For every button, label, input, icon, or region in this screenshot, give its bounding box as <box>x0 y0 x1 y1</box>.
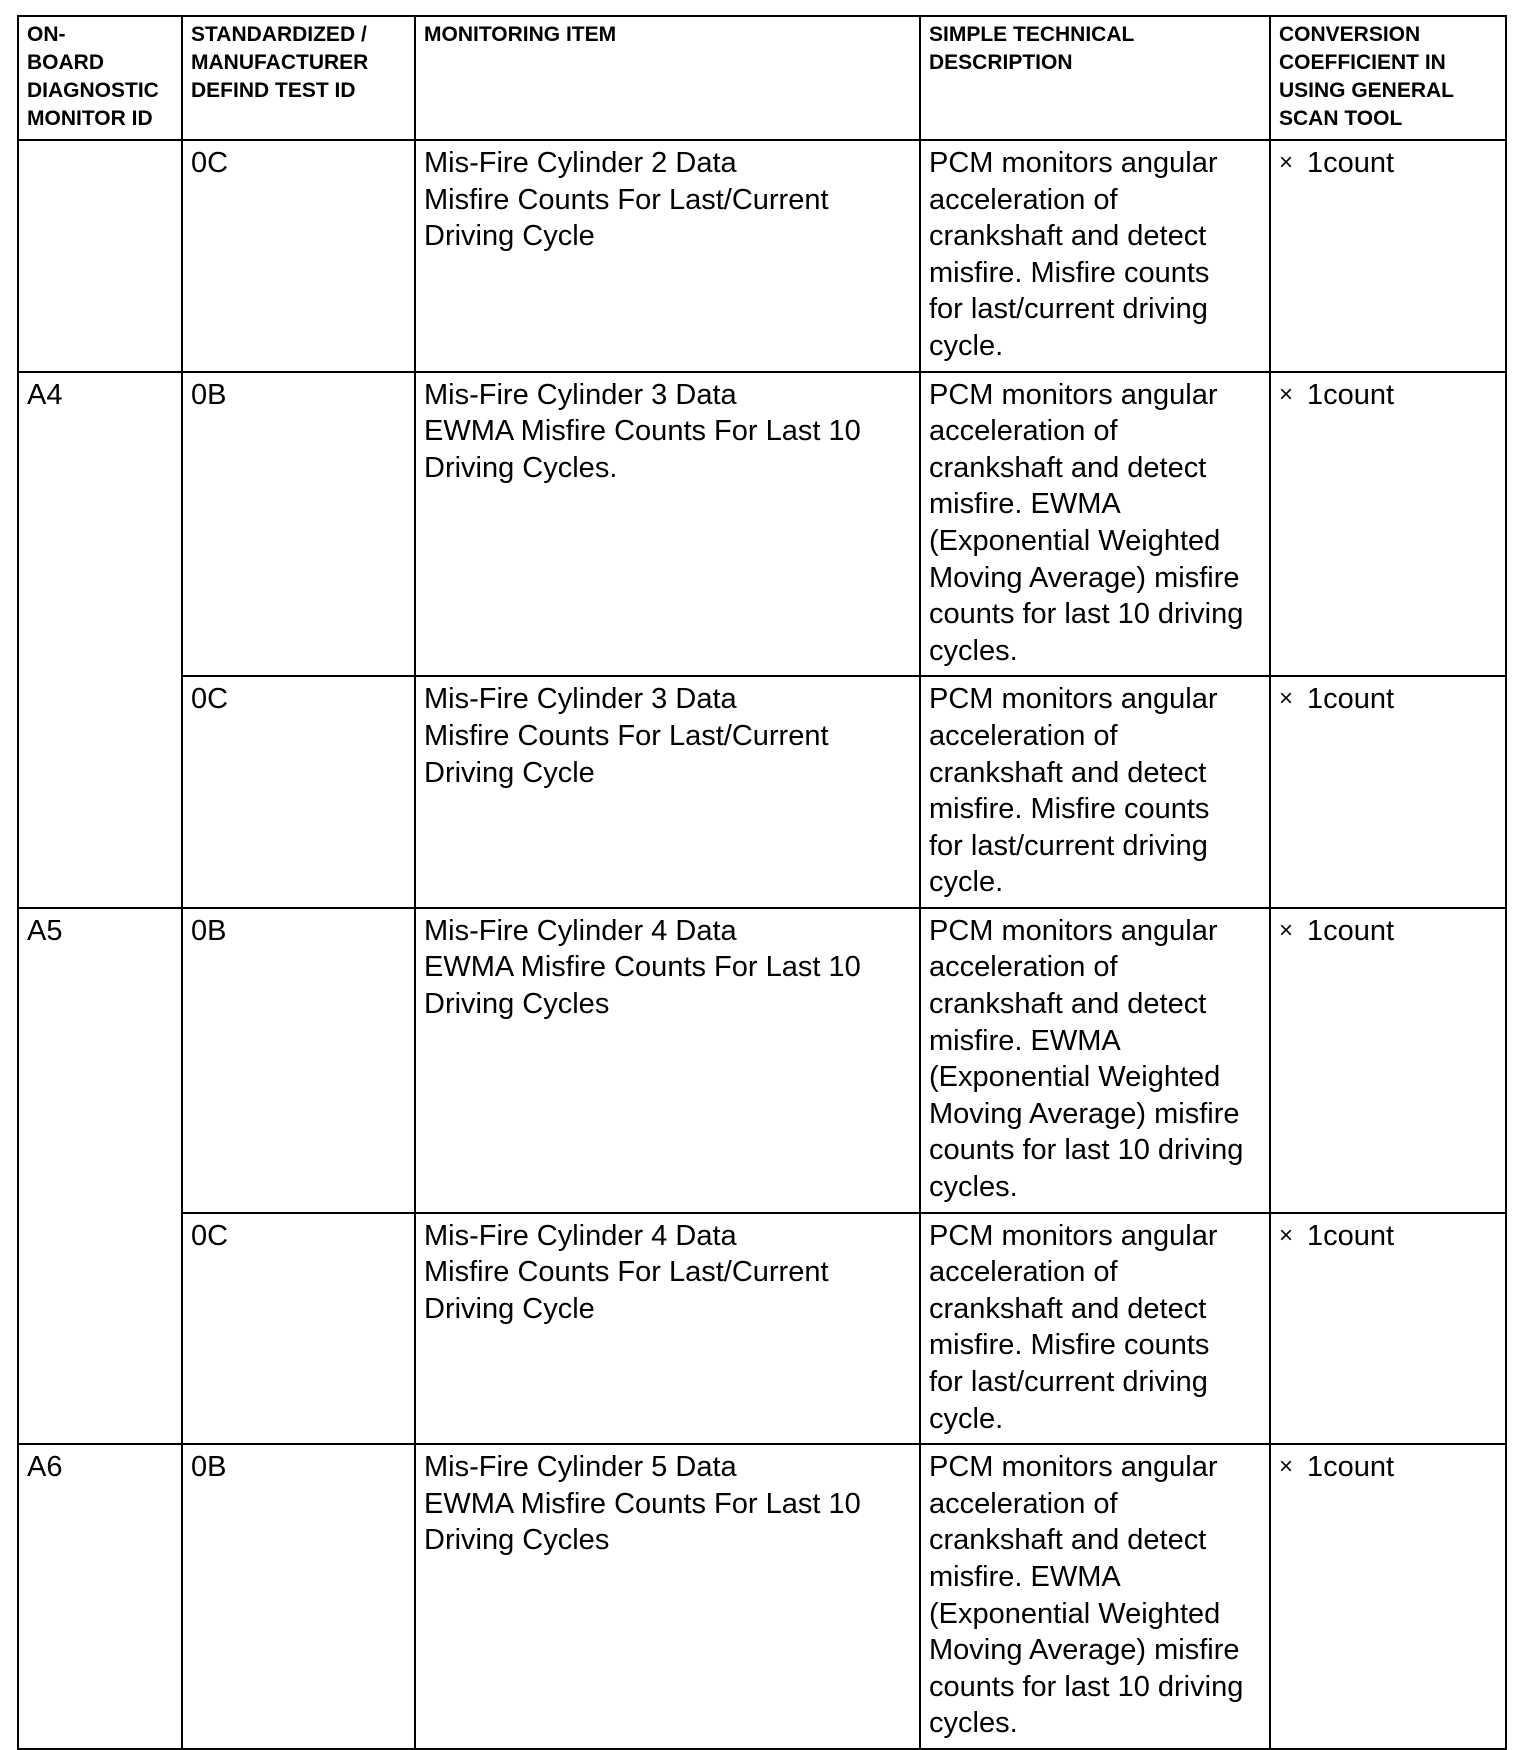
text-line: Mis-Fire Cylinder 5 Data <box>424 1451 737 1484</box>
conversion-value: 1count <box>1307 1451 1395 1484</box>
text-line: misfire. EWMA <box>929 1560 1121 1593</box>
monitoring-item-cell <box>415 1213 920 1445</box>
text-line: cycles. <box>929 634 1018 667</box>
header-test-id: STANDARDIZED / MANUFACTURER DEFIND TEST ID <box>182 16 415 140</box>
text-line: counts for last 10 driving <box>929 598 1244 631</box>
text-line: crankshaft and detect <box>929 220 1207 253</box>
header-monitoring-item: MONITORING ITEM <box>415 16 920 140</box>
conversion-cell <box>1270 372 1506 677</box>
monitoring-item-cell <box>415 1444 920 1749</box>
text-line: Driving Cycles <box>424 988 610 1021</box>
description-cell <box>920 140 1270 372</box>
monitoring-item-cell <box>415 372 920 677</box>
description-cell <box>920 676 1270 908</box>
text-line: Mis-Fire Cylinder 4 Data <box>424 1219 737 1252</box>
text-line: Driving Cycles. <box>424 451 618 484</box>
test-id-cell: 0C <box>182 676 415 908</box>
text-line: Moving Average) misfire <box>929 1097 1240 1130</box>
test-id-cell: 0B <box>182 372 415 677</box>
text-line: Driving Cycle <box>424 1292 595 1325</box>
conversion-value: 1count <box>1307 683 1395 716</box>
multiply-sign: × <box>1279 1221 1294 1249</box>
text-line: cycles. <box>929 1171 1018 1204</box>
text-line: counts for last 10 driving <box>929 1134 1244 1167</box>
text-line: Mis-Fire Cylinder 4 Data <box>424 914 737 947</box>
text-line: Driving Cycles <box>424 1524 610 1557</box>
text-line: crankshaft and detect <box>929 988 1207 1021</box>
obd-monitor-id-cell: A6 <box>18 1444 182 1749</box>
text-line: PCM monitors angular <box>929 1451 1218 1484</box>
text-line: misfire. Misfire counts <box>929 793 1210 826</box>
header-description: SIMPLE TECHNICAL DESCRIPTION <box>920 16 1270 140</box>
text-line: acceleration of <box>929 1256 1118 1289</box>
text-line: acceleration of <box>929 415 1118 448</box>
table-row <box>18 908 1506 1213</box>
conversion-cell <box>1270 1444 1506 1749</box>
text-line: Mis-Fire Cylinder 3 Data <box>424 683 737 716</box>
conversion-cell <box>1270 676 1506 908</box>
multiply-sign: × <box>1279 1453 1294 1481</box>
multiply-sign: × <box>1279 916 1294 944</box>
test-id-cell: 0B <box>182 1444 415 1749</box>
text-line: Driving Cycle <box>424 220 595 253</box>
text-line: misfire. Misfire counts <box>929 1329 1210 1362</box>
text-line: EWMA Misfire Counts For Last 10 <box>424 1487 861 1520</box>
text-line: PCM monitors angular <box>929 683 1218 716</box>
table-row <box>18 1213 1506 1445</box>
test-id-cell: 0C <box>182 140 415 372</box>
text-line: PCM monitors angular <box>929 914 1218 947</box>
obd-monitor-id-cell: A4 <box>18 372 182 908</box>
text-line: Misfire Counts For Last/Current <box>424 719 829 752</box>
obd-monitor-id-cell: A5 <box>18 908 182 1444</box>
conversion-value: 1count <box>1307 378 1395 411</box>
description-cell <box>920 908 1270 1213</box>
text-line: crankshaft and detect <box>929 1292 1207 1325</box>
monitoring-item-cell <box>415 676 920 908</box>
conversion-value: 1count <box>1307 147 1395 179</box>
text-line: cycle. <box>929 1402 1004 1435</box>
text-line: cycle. <box>929 866 1004 899</box>
text-line: acceleration of <box>929 183 1118 216</box>
table-row <box>18 1444 1506 1749</box>
table-row <box>18 372 1506 677</box>
obd-monitor-id-cell <box>18 140 182 372</box>
text-line: cycle. <box>929 329 1004 362</box>
text-line: Mis-Fire Cylinder 2 Data <box>424 147 737 179</box>
text-line: (Exponential Weighted <box>929 524 1221 557</box>
test-id-cell: 0C <box>182 1213 415 1445</box>
text-line: PCM monitors angular <box>929 378 1218 411</box>
text-line: Misfire Counts For Last/Current <box>424 1256 829 1289</box>
text-line: for last/current driving <box>929 293 1208 326</box>
text-line: crankshaft and detect <box>929 1524 1207 1557</box>
monitoring-item-cell <box>415 908 920 1213</box>
text-line: (Exponential Weighted <box>929 1061 1221 1094</box>
text-line: crankshaft and detect <box>929 756 1207 789</box>
conversion-cell <box>1270 908 1506 1213</box>
text-line: PCM monitors angular <box>929 147 1218 179</box>
conversion-value: 1count <box>1307 914 1395 947</box>
text-line: misfire. EWMA <box>929 488 1121 521</box>
description-cell <box>920 372 1270 677</box>
description-cell <box>920 1213 1270 1445</box>
header-conversion: CONVERSION COEFFICIENT IN USING GENERAL SCAN TOOL <box>1270 16 1506 140</box>
text-line: acceleration of <box>929 719 1118 752</box>
text-line: PCM monitors angular <box>929 1219 1218 1252</box>
table-row <box>18 140 1506 372</box>
test-id-cell: 0B <box>182 908 415 1213</box>
text-line: counts for last 10 driving <box>929 1670 1244 1703</box>
text-line: Mis-Fire Cylinder 3 Data <box>424 378 737 411</box>
text-line: crankshaft and detect <box>929 451 1207 484</box>
text-line: (Exponential Weighted <box>929 1597 1221 1630</box>
multiply-sign: × <box>1279 685 1294 713</box>
conversion-value: 1count <box>1307 1219 1395 1252</box>
description-cell <box>920 1444 1270 1749</box>
monitor-test-table <box>17 15 1507 1750</box>
text-line: for last/current driving <box>929 829 1208 862</box>
header-row <box>18 16 1506 140</box>
monitoring-item-cell <box>415 140 920 372</box>
multiply-sign: × <box>1279 149 1294 176</box>
text-line: Moving Average) misfire <box>929 561 1240 594</box>
header-obd-monitor-id: ON- BOARD DIAGNOSTIC MONITOR ID <box>18 16 182 140</box>
text-line: for last/current driving <box>929 1366 1208 1398</box>
text-line: cycles. <box>929 1707 1018 1740</box>
text-line: Moving Average) misfire <box>929 1634 1240 1667</box>
conversion-cell <box>1270 1213 1506 1445</box>
text-line: Driving Cycle <box>424 756 595 789</box>
text-line: EWMA Misfire Counts For Last 10 <box>424 415 861 448</box>
text-line: Misfire Counts For Last/Current <box>424 183 829 216</box>
text-line: acceleration of <box>929 951 1118 984</box>
conversion-cell <box>1270 140 1506 372</box>
multiply-sign: × <box>1279 380 1294 408</box>
text-line: misfire. EWMA <box>929 1024 1121 1057</box>
text-line: EWMA Misfire Counts For Last 10 <box>424 951 861 984</box>
text-line: misfire. Misfire counts <box>929 256 1210 289</box>
text-line: acceleration of <box>929 1487 1118 1520</box>
table-row <box>18 676 1506 908</box>
